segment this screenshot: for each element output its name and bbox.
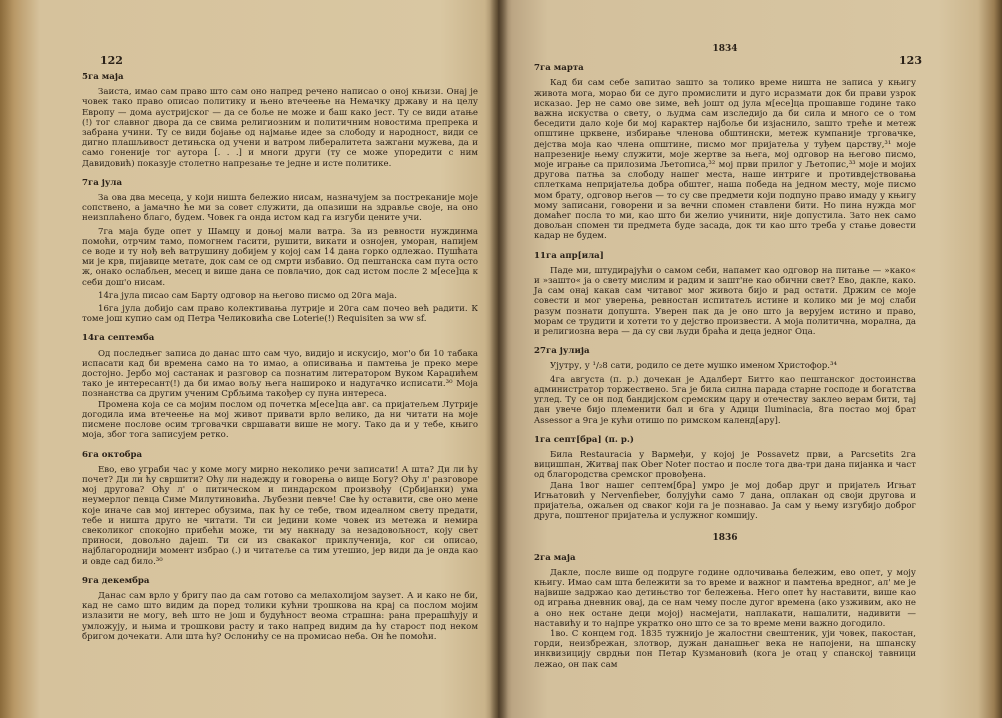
entry-paragraph: Дакле, после више од подруге године одлочивања бележим, ево опет, у моју књигу. Имао сам шта бележити за то време и важног и памтења вредног, ал' ме је највише задржао као детињство тог бележења. Него опет ћу наставити, више као од играња дневник овај, да се нам чему после дугог времена (ако узживим, ако не а оно нек остане деци мојој) насмејати, наплакати, нашалити, надивити — наставићу и то најпре укратко оно што се за то време мени важно догодило. xyxy=(534,567,916,629)
page-number-left: 122 xyxy=(100,54,123,67)
entry-paragraph: Кад би сам себе запитао зашто за толико време ништа не записа у књигу живота мога, морао би се дуго промислити и дуго исразмати док би прави узрок исказао. Јер не само ове зиме, већ јошт од јула м[есе]ца прошавше године тако важна искуства о свету, о људма сам изследијо да би сила и много се о том беседити дало које би мој карактер најбоље би изјаснило, зашто треће и метеж општине црквене, избирање членова обштински, метеж кумпаније трговачке, дејства моја као члена општине, писмо мог пријатеља у туђем царству,³¹ моје напрезеније њему служити, моје жертве за њега, мој одговор на његово писмо, моје играње са прилозима Љетописа,³² мој први прилог у Љетопис,³³ моје и мојих другова патња за слободу нашег места, наше интриге и противдејствовања сплеткама непријатеља добра обштег, наша победа на једном месту, моје писмо мом брату, одговор његов — то су све предмети који подпуно право имаду у књигу мому записани, говорени и за вечни спомен ставлени бити. Но пина нужда мог домаћег посла то ми, као што би желио учинити, није допустила. Зато нек само довољан спомен ти предмета буде засада, док ти као што треба у стање довести кадар не будем. xyxy=(534,78,916,242)
entry-paragraph: Од последњег записа до данас што сам чуо, видијо и искусијо, мог'о би 10 табака испасати кад би времена само на то имао, а описивања и памтења је преко мере достојно. Јербо мој састанак и разговор са познатим литератором Вуком Караџићем тако је интересант(!) да би имао вољу њега наширoко и надугачко исписати.³⁰ Моја познанства са другим ученим Србљима такођер су пуна интереса. xyxy=(82,348,478,400)
entry-paragraph: 4га августа (п. р.) дочекан је Адалберт Битто као пештанског достоинства администратор торжествено. 5га је била силна парада старне господе и богатства углед. Ту се он под бандијском сремским цару и отечеству заклео верам бити, тај дан увече бијо племенити бал и 6га у Адици Iluminacia, 8га постао мој брат Assessor а 9га је кући отишо по римском календ[ару]. xyxy=(534,374,916,426)
entry-date-heading: 7га јула xyxy=(82,177,123,188)
entry-paragraph: Заиста, имао сам право што сам оно напред речено написао о оној књизи. Онај је човек тако право описао политику и њено втечеење на Немачку државу и на целу Европу — дома аустријског — да се боље не може и баш како јест. Ту се види атање (!) тог славног двора да се свима религиозним и политичним новостима препрека и забрана учини. Ту се види бојање од најмање идее за слободу и народност, види се дигно плашљивост детињска од учени и ватром либералитета зажгани мужева, да и само гоненије тог аутора [. . .] и многи други (ту се може упоредити с ним Давидовић) показује столетно напрезање те једне и исте политике. xyxy=(82,87,478,169)
entry-date-heading: 7га марта xyxy=(534,63,584,74)
entry-date-heading: 5га маја xyxy=(82,72,124,82)
entry-paragraph: Ево, ево уграби час у коме могу мирно неколико речи записати! А шта? Ди ли ћу почет? Ди ли ћу свршити? Оћу ли надежду и говорења о вище Богу? Оћу л' разговоре мој другова? Оћу л' о питическом и пиндарском произвођу (Србијанки) ума неумерлог певца Симе Милутиновића. Љубезни певче! Све ћу оставити, све оно мене које иначе сав мој интерес обузима, пак ћу се тебе, твом идеалном свету предати, тебе и ништа друго не читати. Ти си једини коме човек из метежа и немира свеколиког спокојно прибећи може, ти му накнаду за незадовољност, коју свет приноси, довољно дајеш. Ти си из свакаког приклученија, ког си описао, најблагороднији момент избрао (.) и читатеље са тим утешио, јер види да је онда као и овде сад било.³⁰ xyxy=(82,464,478,567)
entry-date-heading: 6га октобра xyxy=(82,449,143,460)
entry-paragraph: Била Restauracia у Вармеђи, у којој је Possavetz први, а Parcsetits 2га вицишпан, Житвај пак Ober Noter постао и после тога два-три дана пијанка и част од благородства сремског провођена. xyxy=(534,449,916,481)
entry-paragraph: Данас сам врло у бригу пао да сам готово са мелахолијом заузет. А и како не би, кад не само што видим да поред толики кућни трошкова на крај са послом мојим излазити не могу, већ што не још и будућност веома страшна: рана прерашћују и умложују, и њима и трошкови расту и тако напред видим да ћу старост под неком бригом дочекати. Али шта ћу? Ослонићу се на промисао неба. Он ће помоћи. xyxy=(82,590,478,642)
left-page-text xyxy=(82,72,478,642)
entry-paragraph: Промена која се са мојим послом од почетка м[есе]ца авг. са пријатељем Лутрије догодила има втечеење на мој живот привати врло велико, да ни читати на моје писмене послове осим трговачки свршавати више не могу. Тако да и у тебе, књиго моја, због тога записујем ретко. xyxy=(82,399,478,441)
entry-date-heading: 2га маја xyxy=(534,552,576,563)
right-page xyxy=(498,0,1002,718)
entry-paragraph: Ујутру, у ¹/₂8 сати, родило се дете мушко именом Христофор.³⁴ xyxy=(550,361,837,372)
right-page-text xyxy=(534,44,916,670)
entry-paragraph: За ова два месеца, у који ништа бележио нисам, назначујем за постреканије моје сопствено, а јамачно ће ми за совет служити, да опазиши на здравље своје, на оно неизплаћено благо, будем. Човек га онда истом кад га изгуби цените учи. xyxy=(82,193,478,224)
entry-date-heading: 11га апр[ила] xyxy=(534,250,604,261)
entry-paragraph: 16га јула добијо сам право колективања лутријe и 20га сам почео већ радити. К томе још купио сам од Петра Челиковића све Loterie(!) Requisiten за ww sf. xyxy=(82,304,478,325)
year-heading: 1834 xyxy=(712,44,738,54)
left-page xyxy=(0,0,498,718)
year-heading: 1836 xyxy=(712,533,738,544)
entry-paragraph: 1во. С концем год. 1835 тужнијо је жалостни свештеник, уји човек, пакостан, горди, неизбрежан, злотвор, дужан данашњег века не напоjени, на шпанску инквизицију сврдњи пон Петар Кузмановић (кога је отац у спанској тавници лежао, он пак сам xyxy=(534,628,916,670)
book-gutter xyxy=(490,0,508,718)
entry-paragraph: 14га јула писао сам Барту одговор на његово писмо од 20га маја. xyxy=(98,290,398,301)
entry-paragraph: Паде ми, штудирајући о самом себи, напамет као одговор на питање — »како« и »зашто« ја о свету мислим и радим и зашт'не као обични свет? Ево, дакле, како. Ја сам онај какав сам читавог мог живота бијо и рад остати. Држим се моје совести и мог уверења, ревностан испитатељ истине и колико ми је мој слаби разум познати допушта. Уверен пак да је оно што ја верујем истино и право, морам се трудити и хотети то у дејство произвести. А моја политична, морална, да и религиозна вера — да су сви људи браћа и деца једног Оца. xyxy=(534,265,916,338)
entry-date-heading: 1га септ[бра] (п. р.) xyxy=(534,434,634,445)
entry-paragraph: Дана 1вог нашег септем[бра] умро је мој добар друг и пријатељ Игњат Игњатовић у Nervenfieber, болујући само 7 дана, оплакан од своји другова и пријатеља, ожаљен од сваког који га је познавао. Ја сам у њему изгубијо доброг друга, поштеног пријатеља и услужног комшију. xyxy=(534,480,916,522)
entry-date-heading: 14га септемба xyxy=(82,333,155,344)
entry-date-heading: 27га јулија xyxy=(534,346,590,357)
entry-paragraph: 7га маја буде опет у Шамцу и доњој мали ватра. За из ревности нуждинма помоћи, отрчим тамо, помогнем гасити, рушити, викати и озноjен, уморан, напијем се воде и ту нођ већ ватрушину добијем у којој сам 14 дана горко одлежао. Пушћата ми је крв, пијавице метате, док сам се од смрти избавио. Од пештанска сам пута осто ж, онако ослабљен, месец и више дана се повлачио, док сад истом после 2 м[есе]ца к себи дош'о нисам. xyxy=(82,226,478,288)
page-number-right: 123 xyxy=(899,54,922,67)
entry-date-heading: 9га декембра xyxy=(82,575,150,586)
